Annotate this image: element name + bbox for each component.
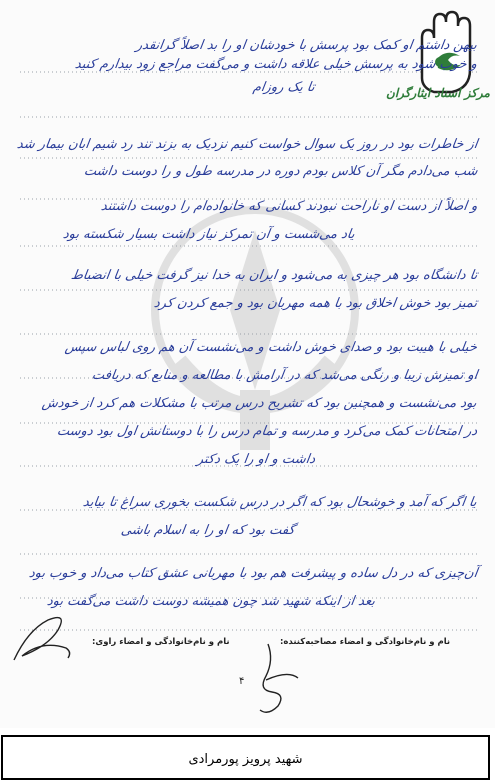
handwritten-line: بیهن داشتم او کمک بود پرسش با خودشان او را بد اصلاً گرانقدر xyxy=(135,38,479,53)
interviewer-signature-label: نام و نام‌خانوادگی و امضاء مصاحبه‌کننده: xyxy=(280,637,451,647)
handwritten-line: و اصلاً از دست او ناراحت نبودند کسانی که خانواده‌ام را دوست داشتند xyxy=(99,199,479,214)
interviewer-signature xyxy=(238,640,308,720)
caption-text: شهید پرویز پورمرادی xyxy=(188,752,303,767)
narrator-signature xyxy=(8,600,78,670)
handwritten-line: بود می‌نشست و همچنین بود که تشریح درس مرتب با مشکلات هم‌ کرد از خودش xyxy=(41,396,479,411)
narrator-signature-label: نام و نام‌خانوادگی و امضاء راوی: xyxy=(92,637,230,647)
handwritten-line: یاد می‌شست و آن تمرکز نیاز داشت بسیار شکسته بود xyxy=(62,227,357,242)
handwritten-line: شب می‌دادم مگر آن کلاس بودم دوره در مدرسه طول و را دوست داشت xyxy=(82,164,479,179)
handwritten-line: در امتحانات کمک می‌کرد و مدرسه و تمام درس را با دوستانش اول بود دوست xyxy=(55,424,479,439)
handwritten-line: تا یک روزام xyxy=(252,80,317,95)
caption-box xyxy=(1,735,490,780)
handwritten-line: داشت و او را یک دکتر xyxy=(195,452,317,467)
handwritten-line: از خاطرات بود در روز یک سوال خواست کنیم نزدیک به بزند تند رد شیم ابان بیمار شد xyxy=(15,137,479,152)
handwritten-line: یا اگر که آمد و خوشحال بود که اگر در درس شکست بخوری سراغ تا بیاید xyxy=(82,495,479,510)
handwritten-line: خیلی با هیبت بود و صدای خوش داشت و می‌نشست آن هم روی لباس سپس xyxy=(64,340,479,355)
handwritten-line: گفت بود که او را به اسلام باشی xyxy=(120,523,297,538)
handwritten-line: تمیز بود خوش اخلاق بود با همه مهربان بود و جمع کردن کرد xyxy=(152,296,479,311)
page-number: ۴ xyxy=(239,676,245,687)
handwritten-line: بعد از اینکه شهید شد چون همیشه دوست داشت می‌گفت بود xyxy=(45,594,377,609)
handwritten-line: و خوب شود به پرسش خیلی علاقه داشت و می‌گفت مراجع زود بیدارم کنید xyxy=(74,57,479,72)
handwritten-line: او تمیزش زیبا و رنگی می‌شد که در آرامش با مطالعه و منابع که دریافت xyxy=(90,368,479,383)
logo-caption: مرکز اسناد ایثارگران xyxy=(386,86,490,100)
handwritten-line: آن‌چیزی که در دل ساده و پیشرفت هم بود با مهربانی عشق کتاب می‌داد و خوب بود xyxy=(27,566,479,581)
handwritten-line: تا دانشگاه بود هر چیزی به می‌شود و ایران به خدا نیز گرفت خیلی با انضباط xyxy=(69,268,479,283)
